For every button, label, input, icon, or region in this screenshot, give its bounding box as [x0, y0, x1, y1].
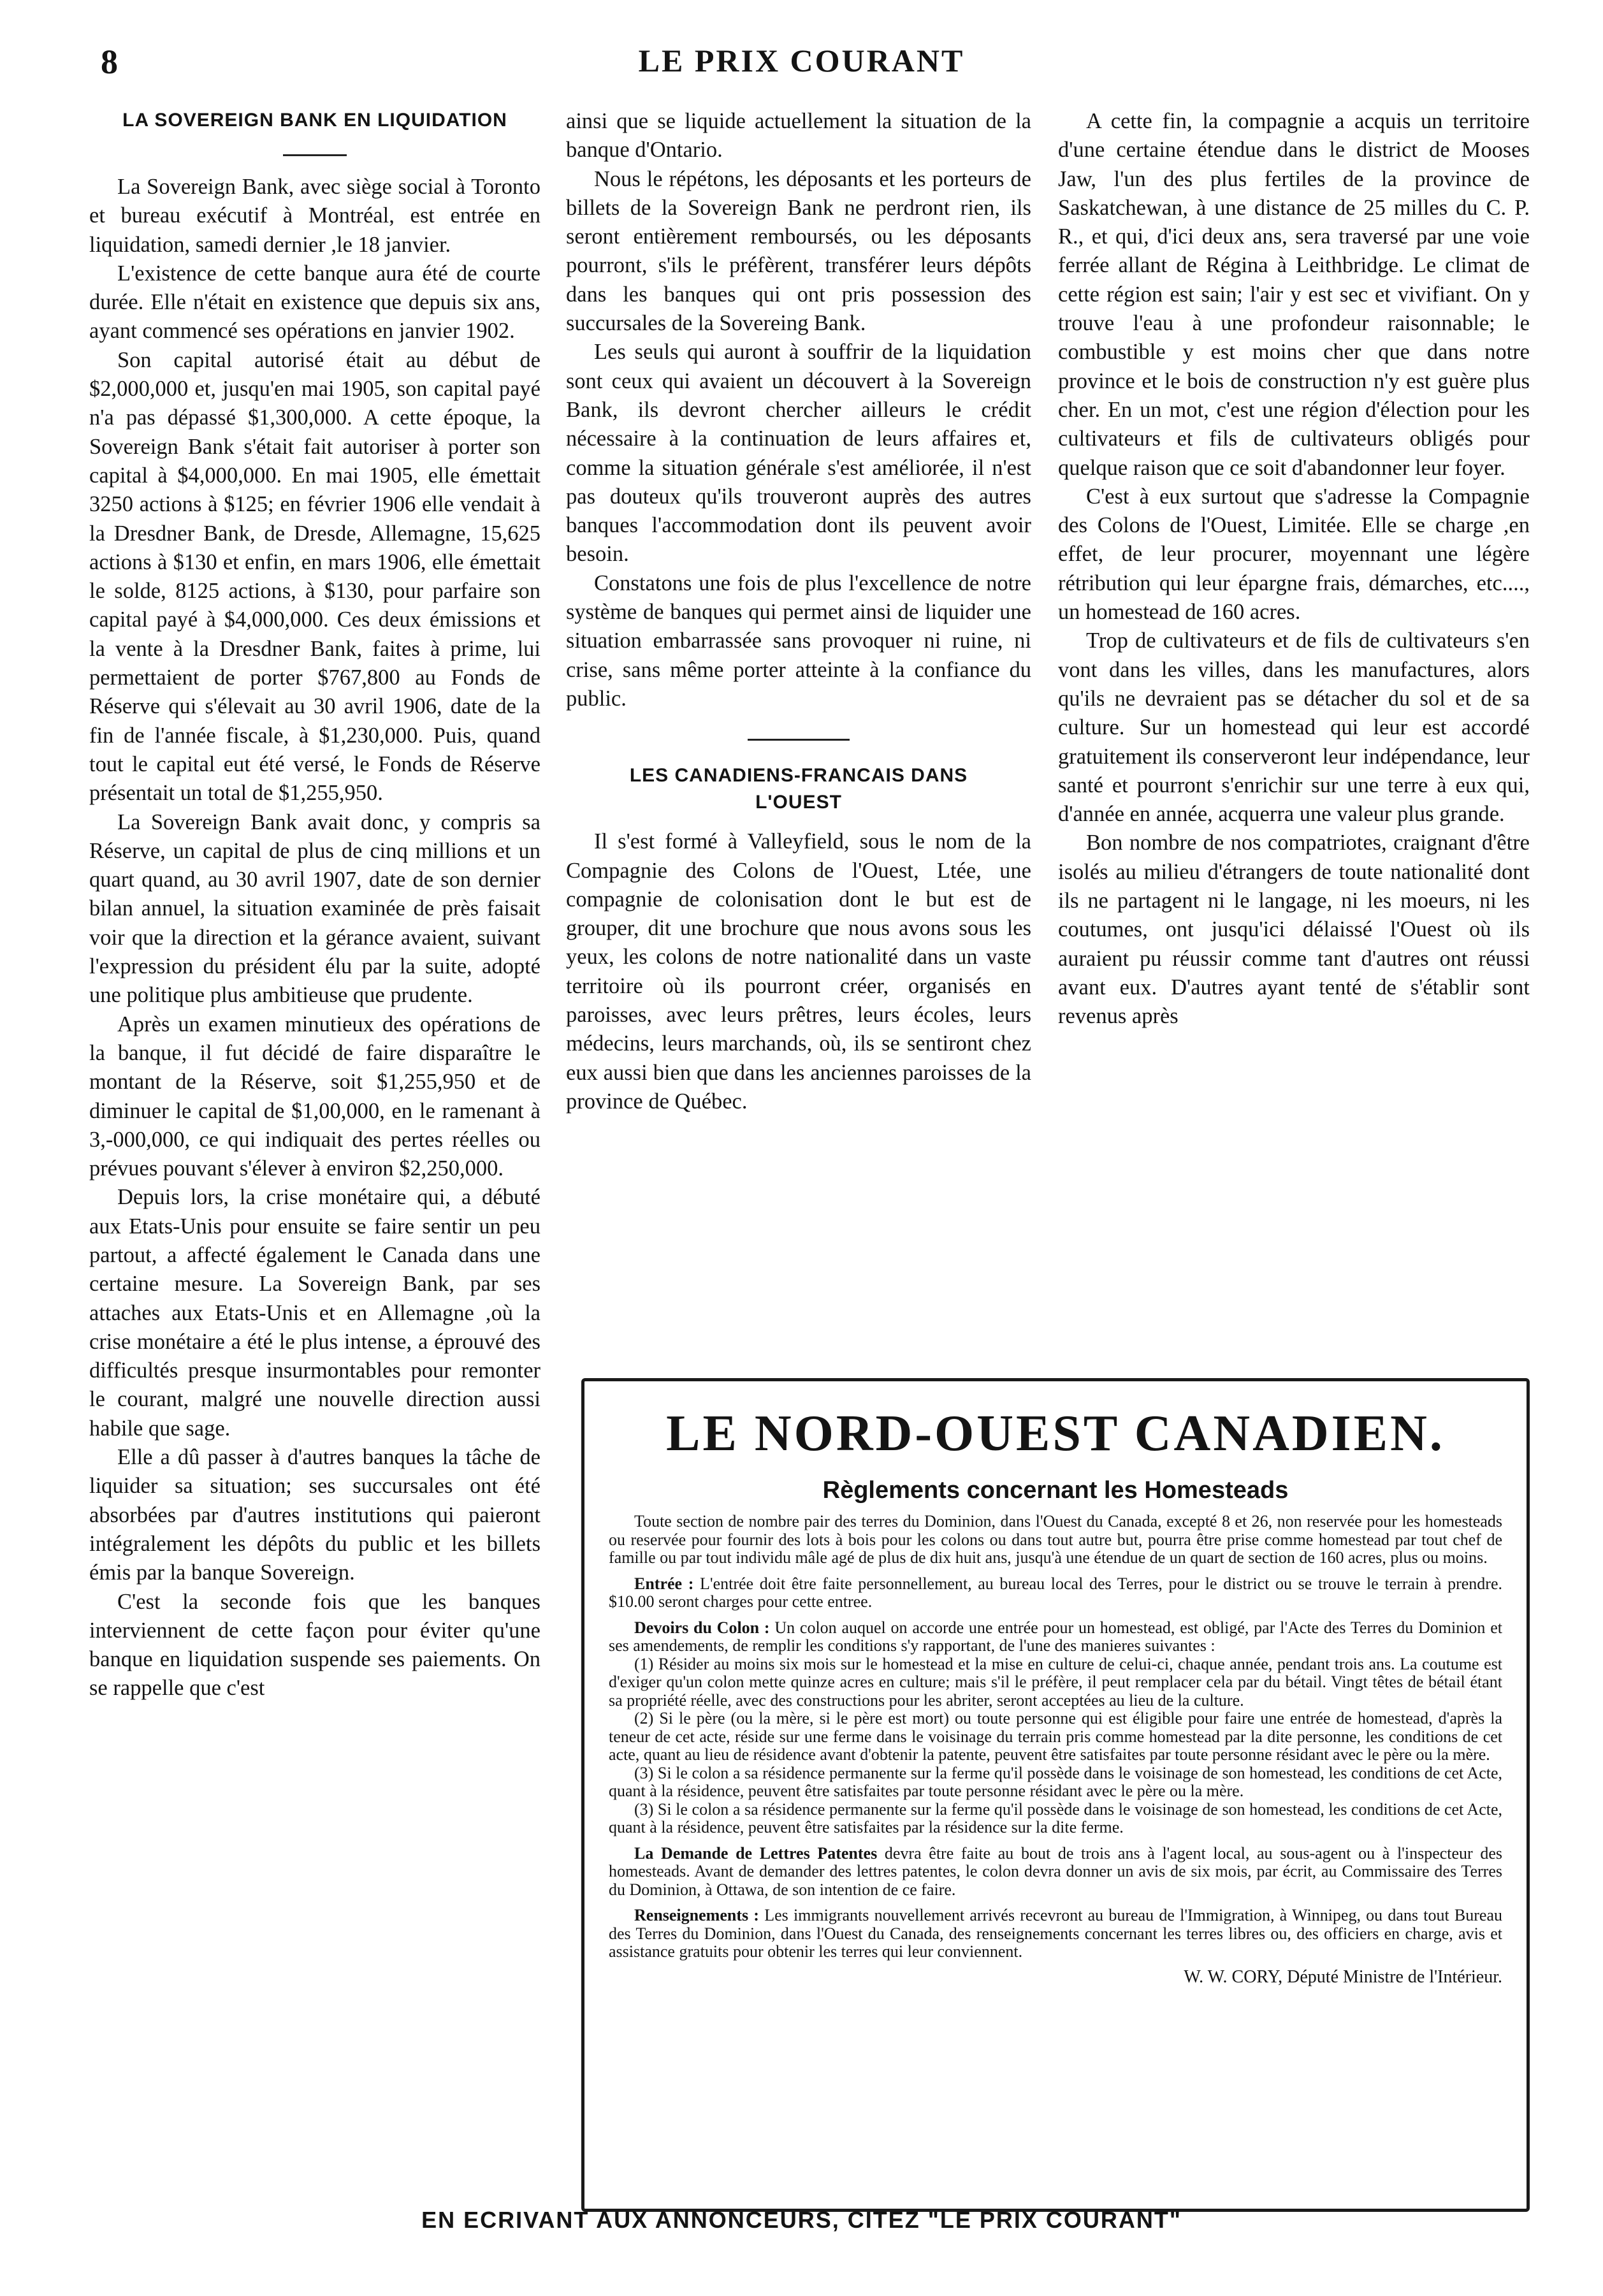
paragraph: Depuis lors, la crise monétaire qui, a débuté aux Etats-Unis pour ensuite se faire sentir un peu partout, a affecté également le Canada dans une certaine mesure. La Sovereign Bank, par ses attaches aux Etats-Unis et en Allemagne ,où la crise monétaire a été le plus intense, a éprouvé des difficultés presque insurmontables pour remonter le courant, malgré une nouvelle direction aussi habile que sage. [89, 1185, 540, 1441]
paragraph: La Sovereign Bank, avec siège social à Toronto et bureau exécutif à Montréal, est entrée en liquidation, samedi dernier ,le 18 janvier. [89, 175, 540, 257]
ad-label: Renseignements : [634, 1906, 759, 1924]
article-title-canadiens-francais: LES CANADIENS-FRANCAIS DANS L'OUEST [629, 765, 968, 813]
paragraph: La Sovereign Bank avait donc, y compris sa Réserve, un capital de plus de cinq millions et un quart quand, au 30 avril 1907, date de son dernier bilan annuel, la situation examinée de près faisait voir que la direction et la gérance avaient, suivant l'expression du président élu par la suite, adopté une politique plus ambitieuse que prudente. [89, 810, 540, 1008]
paragraph: C'est la seconde fois que les banques interviennent de cette façon pour éviter qu'une banque en liquidation suspende ses paiements. On se rappelle que c'est [89, 1589, 540, 1701]
ad-text: Les immigrants nouvellement arrivés recevront au bureau de l'Immigration, à Winnipeg, ou dans tout Bureau des Terres du Dominion, dans l'Ouest du Canada, des renseignements concernant les terres libres ou, des officiers en charge, avis et assistance gratuits pour obtenir les terres qui leur conviennent. [609, 1906, 1502, 1961]
title-divider [283, 154, 347, 156]
column-3 [1058, 107, 1530, 1031]
ad-label: Entrée : [634, 1574, 694, 1593]
paragraph: ainsi que se liquide actuellement la situation de la banque d'Ontario. [566, 109, 1031, 163]
paragraph: Les seuls qui auront à souffrir de la liquidation sont ceux qui avaient un découvert à la Sovereign Bank, ils devront chercher ailleurs le crédit nécessaire à la continuation de leurs affaires et, comme la situation générale s'est améliorée, il n'est pas douteux qu'ils trouveront auprès des autres banques l'accommodation dont ils peuvent avoir besoin. [566, 340, 1031, 567]
paragraph: Trop de cultivateurs et de fils de cultivateurs s'en vont dans les villes, dans les manufactures, alors qu'ils ne devraient pas se détacher du sol et de sa culture. Sur un homestead qui leur est accordé gratuitement ils conserveront leur indépendance, leur santé et pourront s'enrichir sur une terre à eux qui, d'année en année, acquerra une valeur plus grande. [1058, 628, 1530, 827]
ad-devoirs [609, 1619, 1502, 1655]
ad-text: L'entrée doit être faite personnellement, au bureau local des Terres, pour le district ou se trouve le terrain à prendre. $10.00 seront charges pour cette entree. [609, 1574, 1503, 1611]
ad-condition: (3) Si le colon a sa résidence permanente sur la ferme qu'il possède dans le voisinage de son homestead, les conditions de cet Acte, quant à la résidence, peuvent être satisfaites par toute personne résidant avec le père ou la mère. [609, 1763, 1502, 1800]
column-2 [566, 107, 1031, 1116]
ad-label: Devoirs du Colon : [634, 1618, 770, 1637]
ad-renseignements [609, 1907, 1502, 1961]
ad-condition: (2) Si le père (ou la mère, si le père est mort) ou toute personne qui est éligible pour faire une entrée de homestead, d'après la teneur de cet acte, réside sur une ferme dans le voisinage du terrain pris comme homestead par la dite personne, les conditions de cet acte, quant au lieu de résidence avant d'obtenir la patente, peuvent être satisfaites par toute personne résidant avec le père ou la mère. [609, 1709, 1502, 1764]
journal-title: LE PRIX COURANT [638, 43, 965, 78]
ad-text: Un colon auquel on accorde une entrée pour un homestead, est obligé, par l'Acte des Terres du Dominion et ses amendements, de remplir les conditions s'y rapportant, de l'une des manieres suivantes : [609, 1618, 1502, 1655]
paragraph: A cette fin, la compagnie a acquis un territoire d'une certaine étendue dans le district de Mooses Jaw, l'un des plus fertiles de la province de Saskatchewan, à une distance de 25 milles du C. P. R., et qui, d'ici deux ans, sera traversé par une voie ferrée allant de Régina à Leithbridge. Le climat de cette région est sain; l'air y est sec et vivifiant. On y trouve l'eau à une profondeur raisonnable; le combustible y est moins cher que dans notre province et le bois de construction n'y est guère plus cher. En un mot, c'est une région d'élection pour les cultivateurs et fils de cultivateurs obligés pour quelque raison que ce soit d'abandonner leur foyer. [1058, 109, 1530, 480]
ad-entree [609, 1575, 1502, 1611]
article-divider [748, 739, 850, 741]
paragraph: Nous le répétons, les déposants et les porteurs de billets de la Sovereign Bank ne perdront rien, ils seront entièrement remboursés, ou les déposants pourront, s'ils le préfèrent, transférer leurs dépôts dans les banques qui ont pris possession des succursales de la Sovereing Bank. [566, 166, 1031, 336]
ad-label: La Demande de Lettres Patentes [634, 1843, 878, 1863]
paragraph: C'est à eux surtout que s'adresse la Compagnie des Colons de l'Ouest, Limitée. Elle se charge ,en effet, de leur procurer, moyennant une légère rétribution qui leur épargne frais, démarches, etc...., un homestead de 160 acres. [1058, 484, 1530, 625]
ad-title: LE NORD-OUEST CANADIEN. [666, 1406, 1445, 1462]
ad-condition: (3) Si le colon a sa résidence permanente sur la ferme qu'il possède dans le voisinage de son homestead, les conditions de cet Acte, quant à la résidence, peuvent être satisfaites par la résidence sur la dite ferme. [609, 1799, 1502, 1836]
ad-lettres [609, 1845, 1502, 1900]
ad-subtitle: Règlements concernant les Homesteads [822, 1477, 1289, 1504]
column-1 [89, 107, 540, 1703]
footer-notice: EN ECRIVANT AUX ANNONCEURS, CITEZ "LE PRIX COURANT" [421, 2207, 1182, 2233]
paragraph: Son capital autorisé était au début de $2,000,000 et, jusqu'en mai 1905, son capital payé n'a pas dépassé $1,300,000. A cette époque, la Sovereign Bank s'était fait autoriser à porter son capital à $4,000,000. En mai 1905, elle émettait 3250 actions à $125; en février 1906 elle vendait à la Dresdner Bank, de Dresde, Allemagne, 15,625 actions à $130 et enfin, en mars 1906, elle émettait le solde, 8125 actions, à $130, pour parfaire son capital payé à $4,000,000. Ces deux émissions et la vente à la Dresdner Bank, faites à prime, lui permettaient de porter $767,800 au Fonds de Réserve qui s'élevait au 30 avril 1906, date de la fin de l'année fiscale, à $1,230,000. Puis, quand tout le capital eut été versé, le Fonds de Réserve présentait un total de $1,255,950. [89, 347, 540, 806]
ad-text: devra être faite au bout de trois ans à l'agent local, au sous-agent ou à l'inspecteur des homesteads. Avant de demander des lettres patentes, le colon devra donner un avis de six mois, par écrit, au Commissaire des Terres du Dominion, à Ottawa, de son intention de ce faire. [609, 1843, 1503, 1899]
ad-intro: Toute section de nombre pair des terres du Dominion, dans l'Ouest du Canada, excepté 8 et 26, non reservée pour les homesteads ou reservée pour fournir des lots à bois pour les colons ou dans tout autre but, pourra être prise comme homestead par tout chef de famille ou par tout individu mâle agé de plus de dix huit ans, jusqu'à une étendue de un quart de section de 160 acres, plus ou moins. [609, 1512, 1502, 1567]
paragraph: L'existence de cette banque aura été de courte durée. Elle n'était en existence que depuis six ans, ayant commencé ses opérations en janvier 1902. [89, 261, 540, 344]
ad-condition: (1) Résider au moins six mois sur le homestead et la mise en culture de celui-ci, chaque année, pendant trois ans. La coutume est d'exiger qu'un colon mette quinze acres en culture; mais s'il le préfère, il peut remplacer cela par du bétail. Vingt têtes de bétail étant sa propriété réelle, avec des constructions pour les abriter, seront acceptées au lieu de la culture. [609, 1654, 1502, 1710]
paragraph: Elle a dû passer à d'autres banques la tâche de liquider sa situation; ses succursales ont été absorbées par d'autres institutions qui paieront intégralement les dépôts du public et les billets émis par la banque Sovereign. [89, 1445, 540, 1585]
page-number: 8 [101, 43, 118, 81]
paragraph: Il s'est formé à Valleyfield, sous le nom de la Compagnie des Colons de l'Ouest, Ltée, une compagnie de colonisation dont le but est de grouper, dit une brochure que nous avons sous les yeux, les colons de notre nationalité dans un vaste territoire où ils pourront créer, organisés en paroisses, avec leurs prêtres, leurs écoles, leurs médecins, leurs marchands, où, ils se sentiront chez eux aussi bien que dans les anciennes paroisses de la province de Québec. [566, 829, 1031, 1114]
paragraph: Bon nombre de nos compatriotes, craignant d'être isolés au milieu d'étrangers de toute nationalité dont ils ne partagent ni le langage, ni les moeurs, ni les coutumes, ont jusqu'ici délaissé l'Ouest où ils auraient pu réussir comme tant d'autres ont réussi avant eux. D'autres ayant tenté de s'établir sont revenus après [1058, 831, 1530, 1029]
ad-signature: W. W. CORY, Député Ministre de l'Intérieur. [1184, 1966, 1502, 1987]
article-title-sovereign-bank: LA SOVEREIGN BANK EN LIQUIDATION [122, 110, 507, 131]
homestead-advertisement [581, 1378, 1530, 2212]
paragraph: Constatons une fois de plus l'excellence de notre système de banques qui permet ainsi de liquider une situation embarrassée sans provoquer ni ruine, ni crise, sans même porter atteinte à la confiance du public. [566, 570, 1031, 711]
paragraph: Après un examen minutieux des opérations de la banque, il fut décidé de faire disparaître le montant de la Réserve, soit $1,255,950 et de diminuer le capital de $1,00,000, en le ramenant à 3,-000,000, ce qui indiquait des pertes réelles ou prévues pouvant s'élever à environ $2,250,000. [89, 1012, 540, 1181]
